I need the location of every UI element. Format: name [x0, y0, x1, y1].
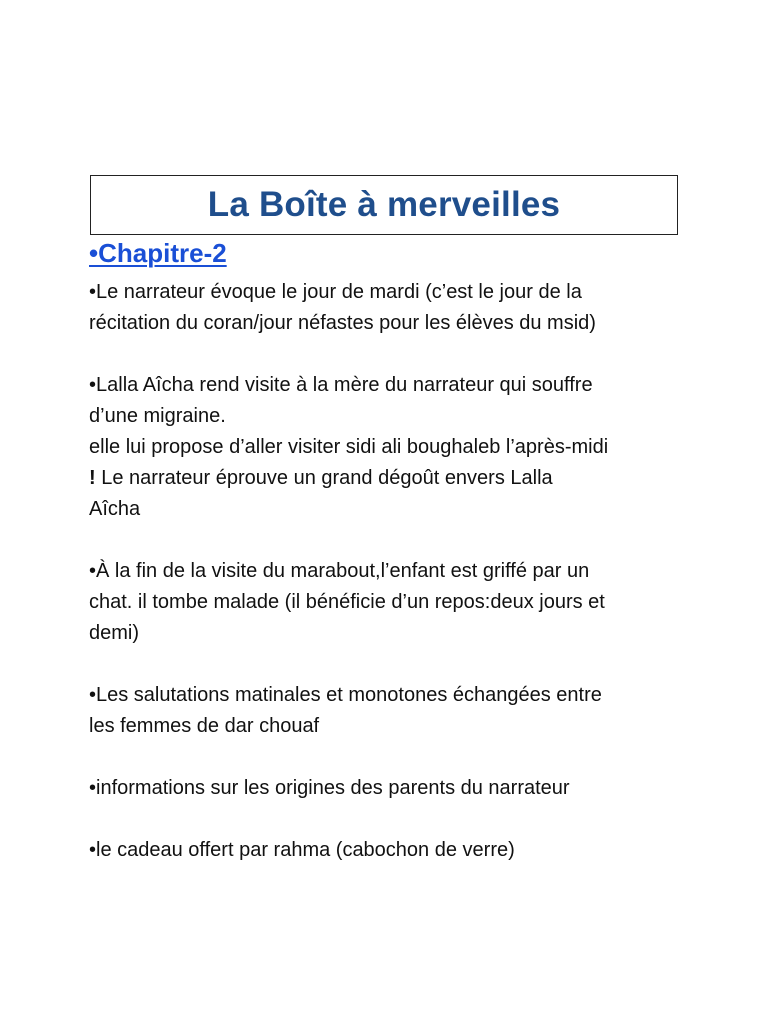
text-line — [89, 463, 689, 494]
text-line: •Lalla Aîcha rend visite à la mère du narrateur qui souffre — [89, 374, 593, 396]
document-title: La Boîte à merveilles — [207, 185, 561, 224]
text-line: •Les salutations matinales et monotones échangées entre — [89, 684, 602, 706]
text-line: demi) — [89, 622, 140, 644]
chapter-heading: •Chapitre-2 — [89, 238, 227, 268]
exclamation-mark: ! — [89, 467, 96, 489]
text-line: récitation du coran/jour néfastes pour les élèves du msid) — [89, 312, 596, 334]
text-line: Aîcha — [89, 498, 141, 520]
text-line: •Le narrateur évoque le jour de mardi (c’est le jour de la — [89, 281, 582, 303]
paragraph-4 — [89, 680, 689, 742]
text-segment: Le narrateur éprouve un grand dégoût envers Lalla — [95, 467, 553, 489]
paragraph-6 — [89, 835, 689, 866]
paragraph-2 — [89, 370, 689, 525]
paragraph-1 — [89, 277, 689, 339]
paragraph-5 — [89, 773, 689, 804]
text-line: elle lui propose d’aller visiter sidi ali boughaleb l’après-midi — [89, 436, 609, 458]
text-line: chat. il tombe malade (il bénéficie d’un repos:deux jours et — [89, 591, 605, 613]
paragraph-3 — [89, 556, 689, 649]
text-line: •le cadeau offert par rahma (cabochon de verre) — [89, 839, 515, 861]
text-line: d’une migraine. — [89, 405, 226, 427]
text-line: •informations sur les origines des parents du narrateur — [89, 777, 570, 799]
chapter-summary — [89, 277, 689, 897]
title-box — [90, 175, 678, 235]
text-line: •À la fin de la visite du marabout,l’enfant est griffé par un — [89, 560, 590, 582]
text-line: les femmes de dar chouaf — [89, 715, 320, 737]
